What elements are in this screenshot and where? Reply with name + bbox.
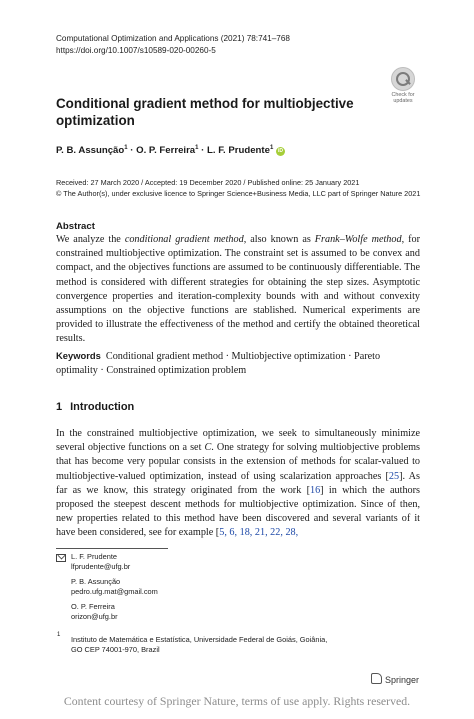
author-affiliation-mark: 1 xyxy=(269,145,274,151)
introduction-text xyxy=(56,427,420,541)
contact-email[interactable]: lfprudente@ufg.br xyxy=(71,561,131,571)
citation-link[interactable]: 16 xyxy=(309,484,321,496)
affiliation-number: 1 xyxy=(57,632,61,638)
received-dates: Received: 27 March 2020 / Accepted: 19 December 2020 / Published online: 25 January 2021 xyxy=(56,178,360,187)
keywords-text: Conditional gradient method · Multiobjective optimization · Pareto optimality · Constrained optimization problem xyxy=(56,351,381,377)
affiliation xyxy=(71,635,327,655)
keywords-label: Keywords xyxy=(56,350,101,361)
envelope-icon xyxy=(56,554,66,562)
contact-name: L. F. Prudente xyxy=(71,552,118,561)
journal-citation: Computational Optimization and Applications (2021) 78:741–768 xyxy=(56,34,290,43)
author-affiliation-mark: 1 xyxy=(124,145,128,151)
orcid-icon[interactable]: iD xyxy=(277,148,283,155)
keywords xyxy=(56,349,420,378)
intro-text-part: . One strategy for solving multiobjective problems that has become very popular consists in the extension of methods for scalar-valued to multiobjective-valued optimization, instead of using scalarization approaches [ xyxy=(56,442,420,482)
section-number: 1 xyxy=(56,401,63,413)
set-symbol: C xyxy=(204,442,212,454)
abstract-emphasis: Frank–Wolfe method xyxy=(314,234,402,245)
abstract-text-part: , also known as xyxy=(243,234,315,245)
author-affiliation-mark: 1 xyxy=(195,145,199,151)
abstract-text-part: We analyze the xyxy=(56,234,125,245)
contact-list xyxy=(71,552,158,622)
courtesy-footer: Content courtesy of Springer Nature, terms of use apply. Rights reserved. xyxy=(63,694,411,708)
author-list xyxy=(56,145,285,156)
doi-link[interactable]: https://doi.org/10.1007/s10589-020-00260-5 xyxy=(56,46,216,55)
section-heading xyxy=(56,401,134,413)
abstract-text-part: , for constrained multiobjective optimization. The constraint set is assumed to be convex and compact, and the objectives functions are assumed to be continuously differentiable. The method is considered with different strategies for obtaining the step sizes. Asymptotic convergence properties and iteration-complexity bounds with and without convexity assumptions on the objective functions are stablished. Numerical experiments are provided to illustrate the effectiveness of the method and certify the obtained theoretical results. xyxy=(56,234,420,345)
publisher-name: Springer xyxy=(385,675,420,685)
abstract-heading: Abstract xyxy=(56,221,95,232)
intro-text-part: In the constrained multiobjective optimization, we seek to simultaneously minimize several objective functions on a set xyxy=(56,428,420,454)
author-name: O. P. Ferreira xyxy=(136,145,196,157)
author-name: L. F. Prudente xyxy=(207,145,270,157)
contact-name: P. B. Assunção xyxy=(71,577,121,587)
contact-email[interactable]: orizon@ufg.br xyxy=(71,611,118,621)
abstract-text xyxy=(56,233,420,347)
citation-link[interactable]: 5, 6, 18, 21, 22, 28, xyxy=(219,527,299,539)
affiliation-line: Instituto de Matemática e Estatística, Universidade Federal de Goiás, Goiânia, xyxy=(71,635,328,644)
check-for-updates-badge[interactable] xyxy=(388,67,418,104)
springer-horse-icon xyxy=(371,673,382,684)
journal-header xyxy=(56,33,290,57)
paper-title: Conditional gradient method for multiobjective optimization xyxy=(56,96,354,128)
author-separator: · xyxy=(127,145,137,157)
author-name: P. B. Assunção xyxy=(56,145,125,157)
section-title: Introduction xyxy=(70,401,135,413)
publication-dates xyxy=(56,178,420,199)
citation-link[interactable]: 25 xyxy=(388,470,400,482)
badge-label-2: updates xyxy=(393,98,413,104)
abstract-emphasis: conditional gradient method xyxy=(124,234,244,245)
contact-email[interactable]: pedro.ufg.mat@gmail.com xyxy=(71,586,158,596)
intro-text-part: ]. As far as we know, this strategy originated from the work [ xyxy=(56,470,421,496)
author-separator: · xyxy=(198,145,208,157)
publisher-logo xyxy=(371,673,419,685)
copyright-notice: © The Author(s), under exclusive licence to Springer Science+Business Media, LLC part of Springer Nature 2021 xyxy=(56,188,421,198)
badge-label-1: Check for xyxy=(391,92,415,98)
check-updates-icon xyxy=(391,67,415,91)
intro-text-part: ] in which the authors proposed the steepest descent methods for multiobjective optimization. Since of then, new properties related to this method have been discovered and several variants of it have been considered, see for example [ xyxy=(56,484,420,539)
footnote-divider xyxy=(56,548,168,549)
affiliation-line: GO CEP 74001-970, Brazil xyxy=(71,645,160,654)
contact-name: O. P. Ferreira xyxy=(71,602,115,612)
